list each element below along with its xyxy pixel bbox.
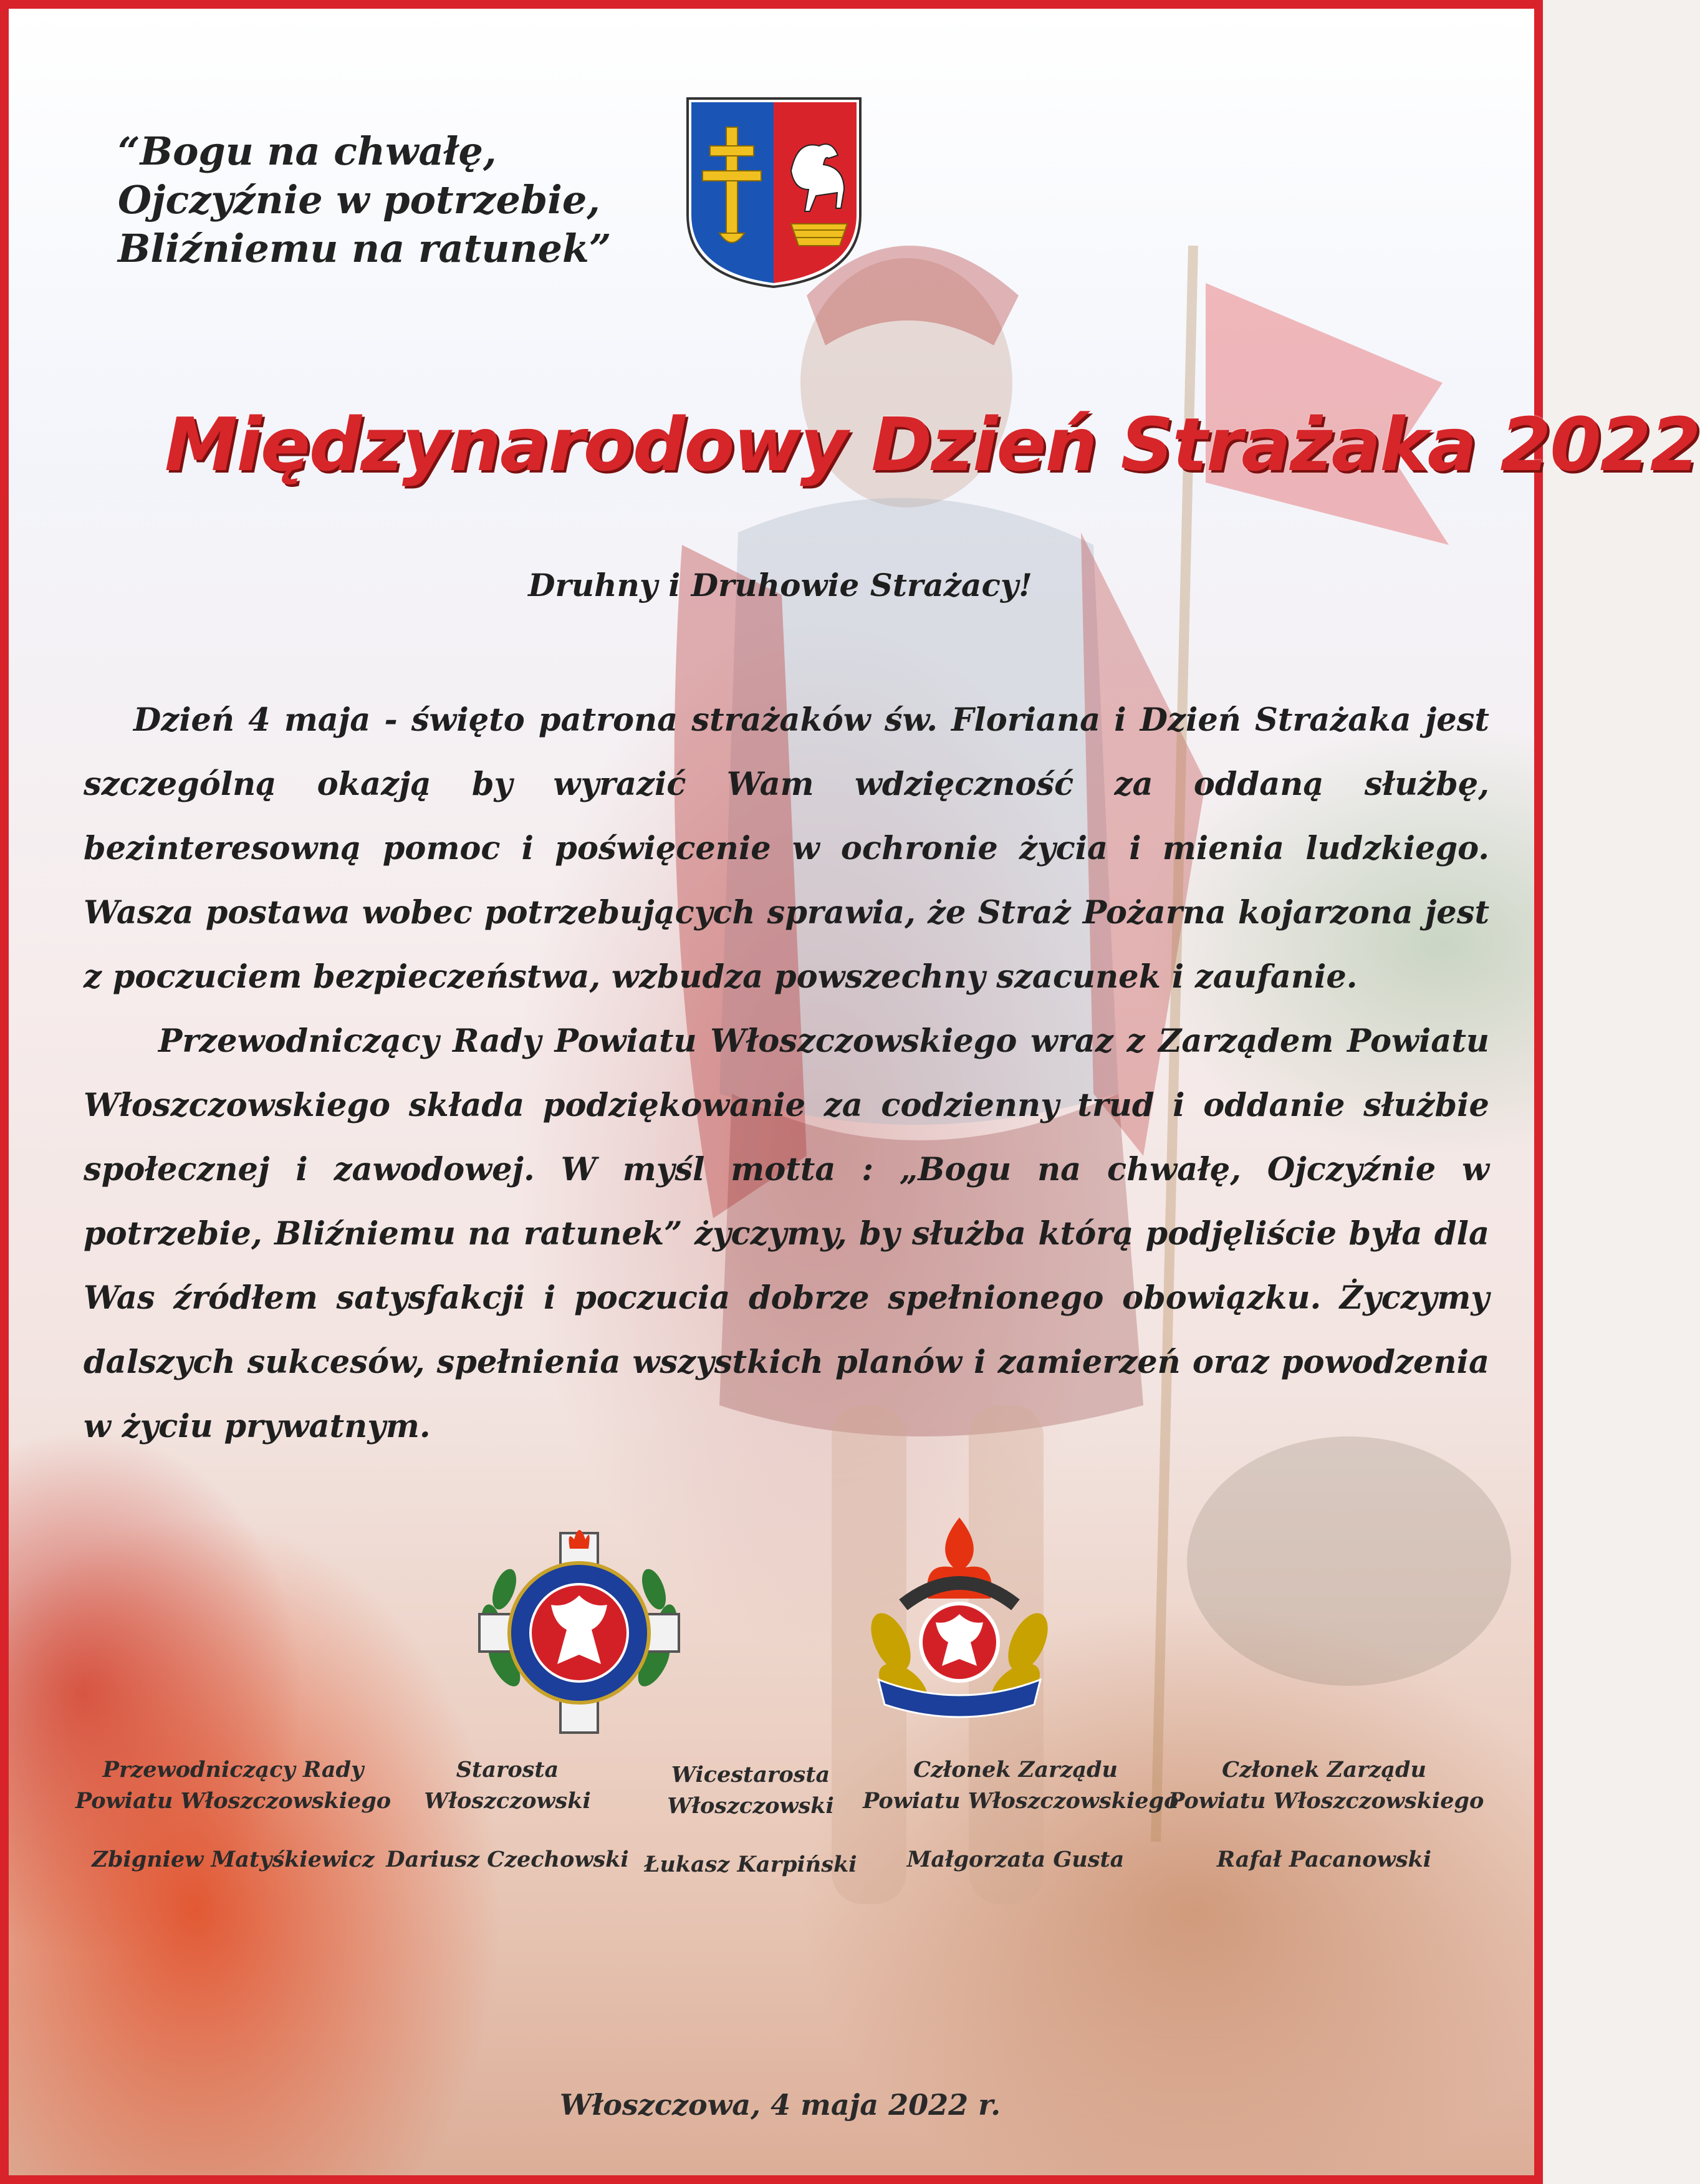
signatory-name: Zbigniew Matyśkiewicz <box>92 1847 375 1872</box>
page-title: Międzynarodowy Dzień Strażaka 2022 <box>165 402 1700 488</box>
county-coat-of-arms-icon <box>685 96 863 289</box>
signatory-name: Rafał Pacanowski <box>1216 1847 1432 1872</box>
signatory <box>626 1759 875 1877</box>
signatory-name: Dariusz Czechowski <box>386 1847 629 1872</box>
motto-line: Bliźniemu na ratunek” <box>118 226 612 271</box>
signatory-role: Włoszczowski <box>424 1788 591 1814</box>
signatory <box>65 1754 401 1872</box>
signatory <box>863 1754 1179 1872</box>
state-fire-service-emblem-icon <box>866 1511 1053 1736</box>
signatory-role: Powiatu Włoszczowskiego <box>75 1788 391 1814</box>
signatory-role: Wicestarosta <box>671 1762 830 1787</box>
signatory-name: Łukasz Karpiński <box>644 1852 857 1877</box>
signatory-role: Włoszczowski <box>667 1793 834 1819</box>
signatory-role: Członek Zarządu <box>1222 1757 1426 1782</box>
signatory <box>1168 1754 1484 1872</box>
signatory-role: Przewodniczący Rady <box>102 1757 364 1782</box>
paragraph: Przewodniczący Rady Powiatu Włoszczowskiego wraz z Zarządem Powiatu Włoszczowskiego składa podziękowanie za codzienny trud i oddanie służbie społecznej i zawodowej. W myśl motta : „Bogu na chwałę, Ojczyźnie w potrzebie, Bliźniemu na ratunek” życzymy, by służba którą podjęliście była dla Was źródłem satysfakcji i poczucia dobrze spełnionego obowiązku. Życzymy dalszych sukcesów, spełnienia wszystkich planów i zamierzeń oraz powodzenia w życiu prywatnym. <box>84 1022 1489 1445</box>
motto-line: “Bogu na chwałę, <box>118 128 497 174</box>
signatory-role: Członek Zarządu <box>913 1757 1118 1782</box>
volunteer-fire-brigade-emblem-icon <box>467 1521 691 1745</box>
greeting: Druhny i Druhowie Strażacy! <box>528 567 1032 604</box>
signatory <box>383 1754 632 1872</box>
letter-body <box>84 688 1489 1459</box>
paragraph: Dzień 4 maja - święto patrona strażaków św. Floriana i Dzień Strażaka jest szczególną okazją by wyrazić Wam wdzięczność za oddaną służbę, bezinteresowną pomoc i poświęcenie w ochronie życia i mienia ludzkiego. Wasza postawa wobec potrzebujących sprawia, że Straż Pożarna kojarzona jest z poczuciem bezpieczeństwa, wzbudza powszechny szacunek i zaufanie. <box>84 701 1489 996</box>
signatory-name: Małgorzata Gusta <box>906 1847 1125 1872</box>
motto <box>118 127 679 273</box>
place-and-date: Włoszczowa, 4 maja 2022 r. <box>559 2088 1001 2122</box>
motto-line: Ojczyźnie w potrzebie, <box>118 177 600 223</box>
signatory-role: Powiatu Włoszczowskiego <box>1168 1788 1484 1814</box>
signatory-role: Starosta <box>456 1757 559 1782</box>
signatory-role: Powiatu Włoszczowskiego <box>863 1788 1179 1814</box>
